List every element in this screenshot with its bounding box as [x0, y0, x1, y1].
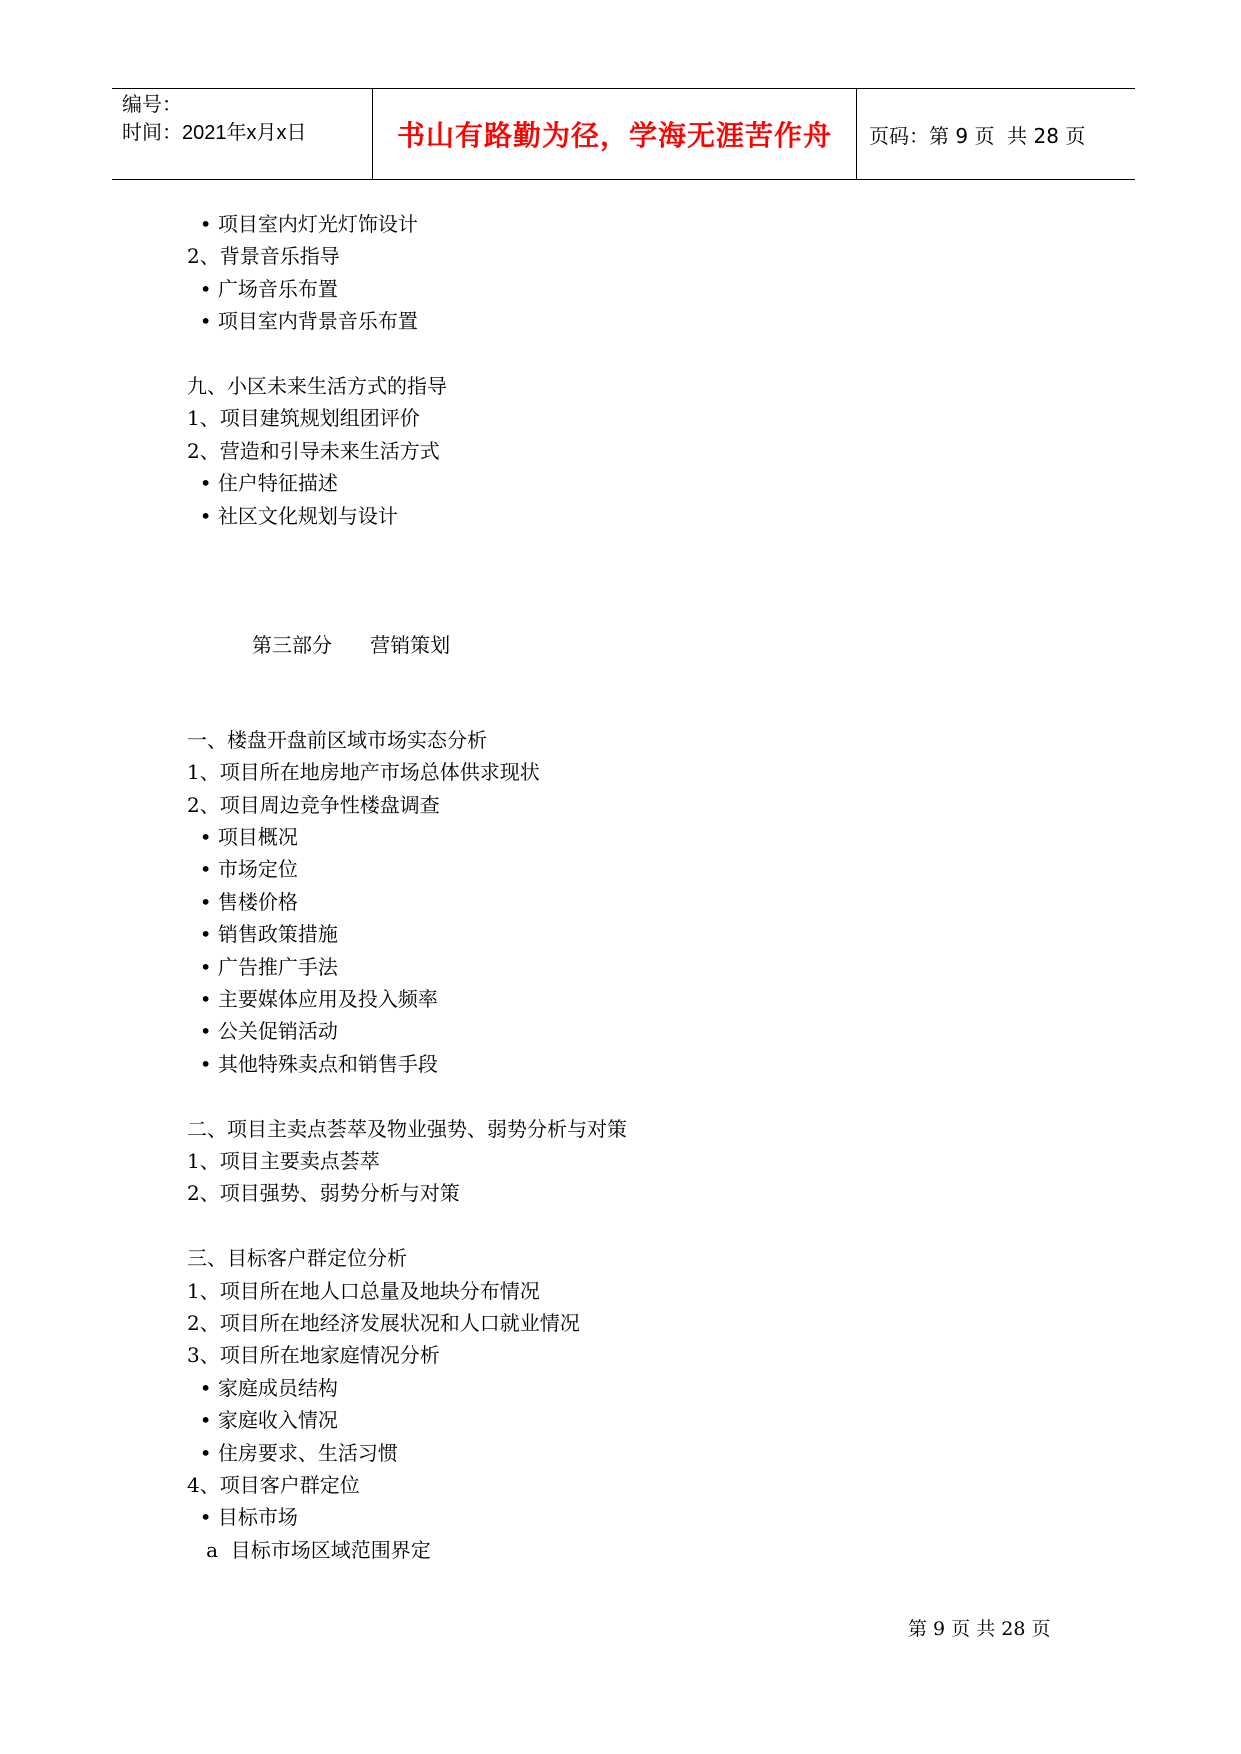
heading: 一、楼盘开盘前区域市场实态分析: [187, 727, 487, 752]
document-body: [187, 208, 1087, 1566]
list-item: • 广告推广手法: [187, 954, 338, 979]
list-item: 1、项目所在地房地产市场总体供求现状: [187, 760, 540, 785]
header-motto: 书山有路勤为径，学海无涯苦作舟: [396, 119, 832, 152]
spacer: [187, 338, 1087, 370]
list-item: 2、项目强势、弱势分析与对策: [187, 1181, 460, 1206]
list-item: • 项目概况: [187, 825, 298, 850]
section-title: 第三部分 营销策划: [252, 632, 451, 657]
list-item: 2、项目所在地经济发展状况和人口就业情况: [187, 1310, 580, 1335]
list-item: • 其他特殊卖点和销售手段: [187, 1051, 438, 1076]
list-item: • 销售政策措施: [187, 922, 338, 947]
list-item: • 公关促销活动: [187, 1019, 338, 1044]
heading: 二、项目主卖点荟萃及物业强势、弱势分析与对策: [187, 1116, 627, 1141]
heading: 三、目标客户群定位分析: [187, 1246, 407, 1271]
header-number-label: 编号：: [122, 94, 182, 116]
spacer: [187, 1080, 1087, 1112]
header-left-block: [122, 91, 372, 147]
list-item: • 目标市场: [187, 1505, 298, 1530]
list-item: 1、项目所在地人口总量及地块分布情况: [187, 1278, 540, 1303]
list-item: 2、背景音乐指导: [187, 244, 340, 269]
list-item: • 广场音乐布置: [187, 276, 338, 301]
page-footer: 第 9 页 共 28 页: [908, 1618, 1051, 1640]
list-item: 2、项目周边竞争性楼盘调查: [187, 792, 440, 817]
list-item: • 社区文化规划与设计: [187, 503, 398, 528]
list-item: • 住房要求、生活习惯: [187, 1440, 398, 1465]
header-time-label: 时间：2021年x月x日: [122, 122, 307, 144]
list-item: 3、项目所在地家庭情况分析: [187, 1343, 440, 1368]
list-item: 1、项目建筑规划组团评价: [187, 406, 420, 431]
list-item: a 目标市场区域范围界定: [187, 1537, 431, 1562]
list-item: • 家庭成员结构: [187, 1375, 338, 1400]
list-item: • 住户特征描述: [187, 471, 338, 496]
page-header: [112, 88, 1135, 180]
spacer: [187, 532, 1087, 629]
list-item: 2、营造和引导未来生活方式: [187, 438, 440, 463]
list-item: 1、项目主要卖点荟萃: [187, 1148, 380, 1173]
list-item: • 家庭收入情况: [187, 1408, 338, 1433]
header-page-label: 页码：第 9 页 共 28 页: [869, 123, 1086, 148]
list-item: • 项目室内灯光灯饰设计: [187, 212, 418, 236]
spacer: [187, 1210, 1087, 1242]
header-divider: [856, 89, 857, 179]
list-item: • 市场定位: [187, 857, 298, 882]
heading: 九、小区未来生活方式的指导: [187, 373, 447, 398]
list-item: • 售楼价格: [187, 889, 298, 914]
list-item: • 项目室内背景音乐布置: [187, 309, 418, 334]
list-item: 4、项目客户群定位: [187, 1472, 360, 1497]
list-item: • 主要媒体应用及投入频率: [187, 987, 438, 1012]
spacer: [187, 661, 1087, 724]
